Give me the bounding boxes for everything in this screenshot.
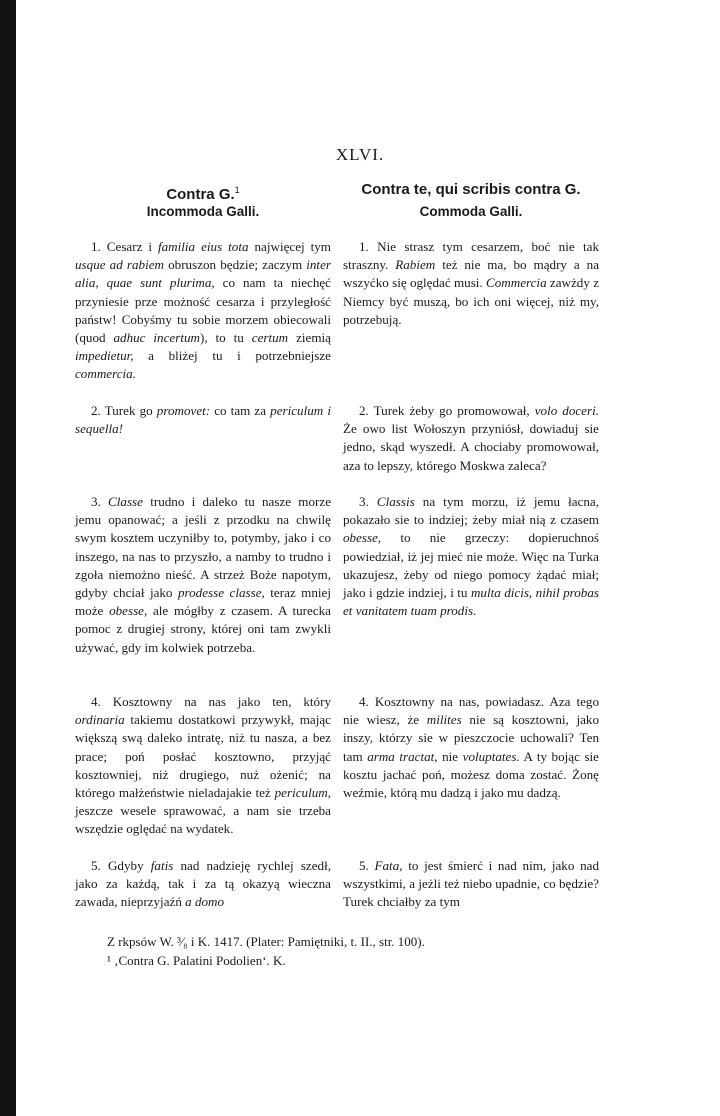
italic-phrase: commercia.: [75, 366, 136, 382]
italic-phrase: adhuc incertum: [113, 330, 200, 346]
text-run: A ty bojąc sie kosztu jachać poń, możesz doma zostać. Żonę weźmie, którą mu dadzą i jako mu dadzą.: [343, 748, 599, 801]
text-run: nie są kosztowni, jako inszy, którzy sie w pieszczocie uchowali? Ten tam: [343, 712, 600, 764]
text-run: a bliżej tu i potrzebniejsze: [133, 348, 331, 364]
left-paragraph-2: [75, 402, 331, 438]
text-run: ale mógłby z czasem. A turecka pomoc z drugiej strony, której oni tam zwykli używać, gdy im kolwiek potrzeba.: [75, 603, 331, 655]
paragraph-text: [75, 238, 331, 384]
text-run: nie: [437, 748, 463, 764]
italic-phrase: certum: [251, 330, 289, 346]
italic-phrase: promovet:: [156, 403, 211, 418]
text-run: nad nadzieję rychlej szedł, jako za każdą, tak i za tą okazyą wieczna zawada, nieprzyjaźń: [75, 858, 331, 910]
left-subtitle: Incommoda Galli.: [146, 204, 260, 219]
left-paragraph-1: [75, 238, 331, 384]
italic-phrase: periculum,: [274, 785, 331, 801]
text-run: takiemu dostatkowi przywykł, mając większą swą daleko intratę, niż tu nasza, a bez prace; poń posłać kosztowno, przyjąć kosztowniej, niż drugiego, nuż ożenić; na którego małżeństwie nieladajakie też: [75, 712, 331, 801]
italic-phrase: Classis: [376, 494, 415, 509]
text-run: 1. Nie strasz tym cesarzem, boć nie tak straszny.: [343, 239, 599, 273]
text-run: 3.: [91, 494, 109, 509]
italic-phrase: Commercia: [486, 275, 547, 291]
paragraph-text: [343, 693, 599, 802]
italic-phrase: inter alia, quae sunt plurima,: [75, 257, 331, 291]
text-run: 2. Turek żeby go promowował,: [359, 403, 535, 418]
text-run: 5. Gdyby: [91, 858, 151, 873]
italic-phrase: Fata,: [374, 858, 403, 873]
text-run: 5.: [359, 858, 375, 873]
right-paragraph-5: [343, 857, 599, 912]
text-run: jeszcze wesele sprawować, a nam sie trzeba wszędzie oględać na wydatek.: [75, 803, 331, 837]
footnote-ref: 1: [234, 185, 240, 195]
paragraph-text: [75, 402, 331, 438]
text-run: to nie grzeczy: dopieruchnoś powiedział, iż jej mieć nie może. Więc na Turka ukazujesz, żeby od niego pomocy żądać miał; jako i gdzie indziej, i tu: [343, 530, 599, 601]
italic-phrase: ordinaria: [75, 712, 125, 728]
italic-phrase: volo doceri.: [534, 403, 599, 418]
text-run: 3.: [359, 494, 377, 509]
italic-phrase: Rabiem: [395, 257, 436, 273]
left-paragraph-5: [75, 857, 331, 912]
chapter-number: XLVI.: [335, 145, 385, 164]
paragraph-text: [75, 493, 331, 657]
paragraph-text: [343, 493, 599, 620]
italic-phrase: multa dicis, nihil probas et vanitatem tuam prodis.: [343, 585, 599, 619]
text-run: najwięcej tym: [248, 239, 331, 254]
text-run: 2. Turek go: [91, 403, 157, 418]
text-run: Że owo list Wołoszyn przyniósł, dowiaduj sie jedno, skąd wyszedł. A chociaby promowował, aza to lepszy, którego Moskwa zaleca?: [343, 421, 599, 473]
italic-phrase: a domo: [185, 894, 225, 910]
italic-phrase: impedietur,: [75, 348, 134, 364]
italic-phrase: voluptates.: [462, 748, 520, 764]
text-run: co nam ta niechęć przyniesie prze możność cesarza i przyległość państw! Cobyśmy tu sobie morzem obiecowali (quod: [75, 275, 331, 346]
italic-phrase: familia eius tota: [158, 239, 249, 254]
text-run: 1. Cesarz i: [91, 239, 158, 254]
italic-phrase: arma tractat,: [367, 748, 438, 764]
text-run: obruszon będzie; zaczym: [163, 257, 307, 273]
right-paragraph-3: [343, 493, 599, 620]
paragraph-text: [343, 238, 599, 329]
paragraph-text: [343, 857, 599, 912]
text-run: zawżdy z Niemcy być muszą, bo ich oni więcej, niż my, potrzebują.: [343, 275, 600, 327]
footnotes: [107, 932, 587, 970]
text-run: teraz mniej może: [75, 585, 331, 619]
source-note: Z rkpsów W. ³⁄₈ i K. 1417. (Plater: Pamiętniki, t. II., str. 100).: [107, 934, 425, 949]
text-run: to jest śmierć i nad nim, jako nad wszystkimi, a jeżli też niebo upadnie, co będzie? Turek chciałby za tym: [343, 858, 599, 910]
left-paragraph-4: [75, 693, 331, 839]
paragraph-text: [75, 857, 331, 912]
text-run: 4. Kosztowny na nas, powiadasz. Aza tego nie wiesz, że: [343, 694, 599, 728]
footnote-1: ¹ ‚Contra G. Palatini Podolien‘. K.: [107, 953, 286, 968]
italic-phrase: obesse,: [343, 530, 382, 546]
italic-phrase: fatis: [150, 858, 174, 873]
left-title: Contra G.$^1$: [166, 185, 240, 203]
italic-phrase: milites: [426, 712, 462, 728]
text-run: ), to tu: [199, 330, 252, 346]
text-run: 4. Kosztowny na nas jako ten, który: [91, 694, 331, 709]
right-paragraph-1: [343, 238, 599, 329]
left-paragraph-3: [75, 493, 331, 657]
right-subtitle: Commoda Galli.: [419, 204, 523, 219]
italic-phrase: Classe: [108, 494, 143, 509]
italic-phrase: prodesse classe,: [177, 585, 265, 601]
paragraph-text: [75, 693, 331, 839]
text-run: na tym morzu, iż jemu łacna, pokazało sie to indziej; żeby miał nią z czasem: [343, 494, 599, 528]
paragraph-text: [343, 402, 599, 475]
italic-phrase: periculum i sequella!: [75, 403, 331, 437]
text-run: też nie ma, bo mądry a na wszyćko się oględać musi.: [343, 257, 600, 291]
italic-phrase: usque ad rabiem: [75, 257, 164, 273]
text-run: co tam za: [210, 403, 271, 418]
right-paragraph-4: [343, 693, 599, 802]
right-title: Contra te, qui scribis contra G.: [361, 181, 581, 198]
book-binding-edge: [0, 0, 16, 1116]
text-run: trudno i daleko tu nasze morze jemu opanować; a jeśli z przodku na chwilę swym kosztem uczyniłby to, potymby, jako i co inszego, na nas to przyszło, a namby to trudno i zgoła niemożno nieść. A strzeż Boże napotym, gdyby chciał jako: [75, 494, 332, 601]
right-paragraph-2: [343, 402, 599, 475]
italic-phrase: obesse,: [109, 603, 148, 619]
text-run: ziemią: [288, 330, 331, 346]
